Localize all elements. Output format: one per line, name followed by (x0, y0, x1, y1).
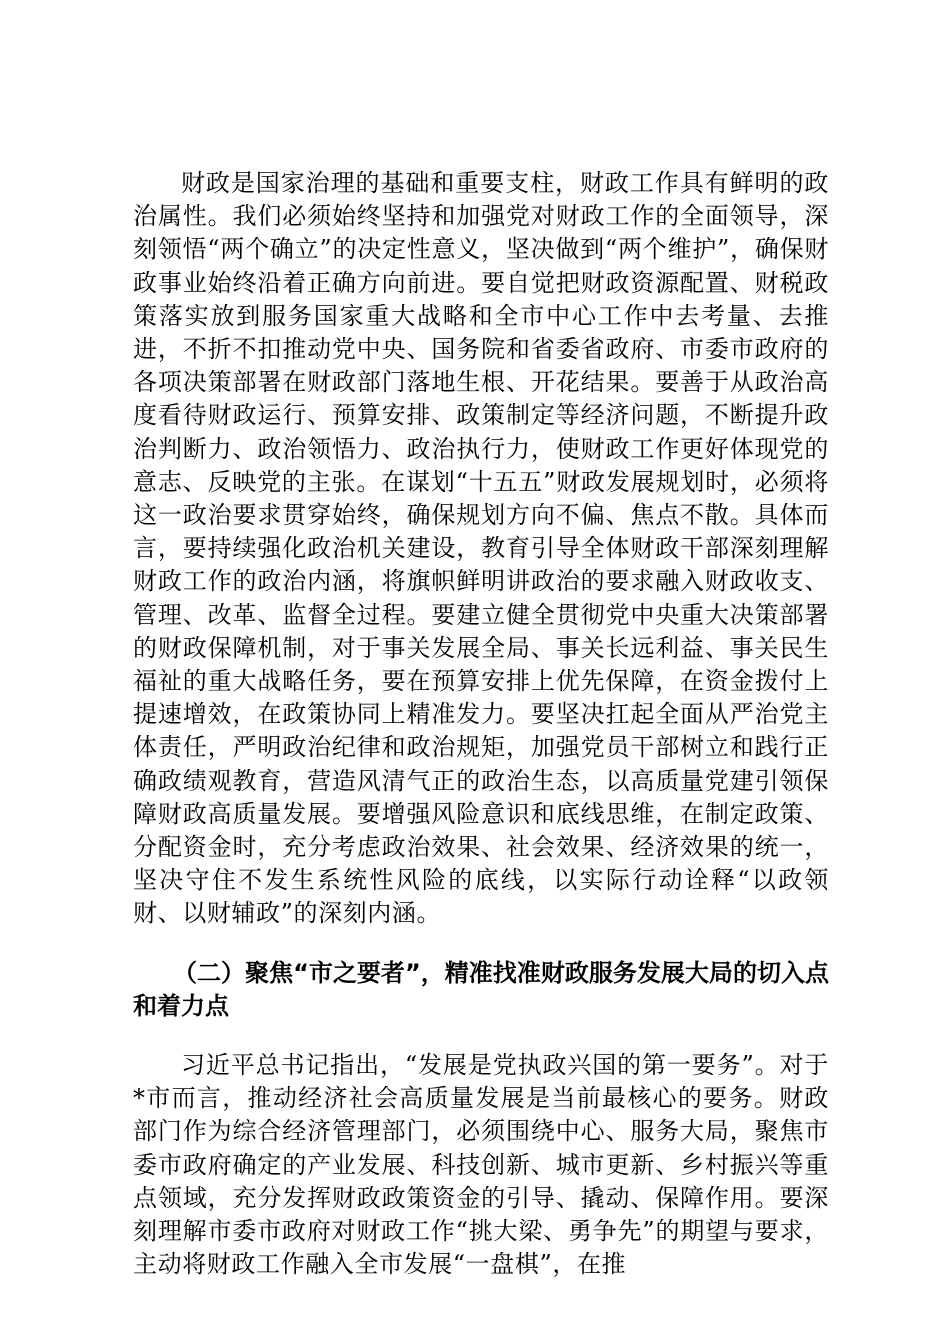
section-heading-2: （二）聚焦“市之要者”，精准找准财政服务发展大局的切入点和着力点 (133, 958, 829, 1020)
document-page (133, 167, 829, 1282)
body-paragraph-2: 习近平总书记指出，“发展是党执政兴国的第一要务”。对于*市而言，推动经济社会高质量发展是当前最核心的要务。财政部门作为综合经济管理部门，必须围绕中心、服务大局，聚焦市委市政府确定的产业发展、科技创新、城市更新、乡村振兴等重点领域，充分发挥财政政策资金的引导、撬动、保障作用。要深刻理解市委市政府对财政工作“挑大梁、勇争先”的期望与要求，主动将财政工作融入全市发展“一盘棋”，在推 (133, 1051, 829, 1279)
body-paragraph-1: 财政是国家治理的基础和重要支柱，财政工作具有鲜明的政治属性。我们必须始终坚持和加强党对财政工作的全面领导，深刻领悟“两个确立”的决定性意义，坚决做到“两个维护”，确保财政事业始终沿着正确方向前进。要自觉把财政资源配置、财税政策落实放到服务国家重大战略和全市中心工作中去考量、去推进，不折不扣推动党中央、国务院和省委省政府、市委市政府的各项决策部署在财政部门落地生根、开花结果。要善于从政治高度看待财政运行、预算安排、政策制定等经济问题，不断提升政治判断力、政治领悟力、政治执行力，使财政工作更好体现党的意志、反映党的主张。在谋划“十五五”财政发展规划时，必须将这一政治要求贯穿始终，确保规划方向不偏、焦点不散。具体而言，要持续强化政治机关建设，教育引导全体财政干部深刻理解财政工作的政治内涵，将旗帜鲜明讲政治的要求融入财政收支、管理、改革、监督全过程。要建立健全贯彻党中央重大决策部署的财政保障机制，对于事关发展全局、事关长远利益、事关民生福祉的重大战略任务，要在预算安排上优先保障，在资金拨付上提速增效，在政策协同上精准发力。要坚决扛起全面从严治党主体责任，严明政治纪律和政治规矩，加强党员干部树立和践行正确政绩观教育，营造风清气正的政治生态，以高质量党建引领保障财政高质量发展。要增强风险意识和底线思维，在制定政策、分配资金时，充分考虑政治效果、社会效果、经济效果的统一，坚决守住不发生系统性风险的底线，以实际行动诠释“以政领财、以财辅政”的深刻内涵。 (133, 169, 829, 928)
